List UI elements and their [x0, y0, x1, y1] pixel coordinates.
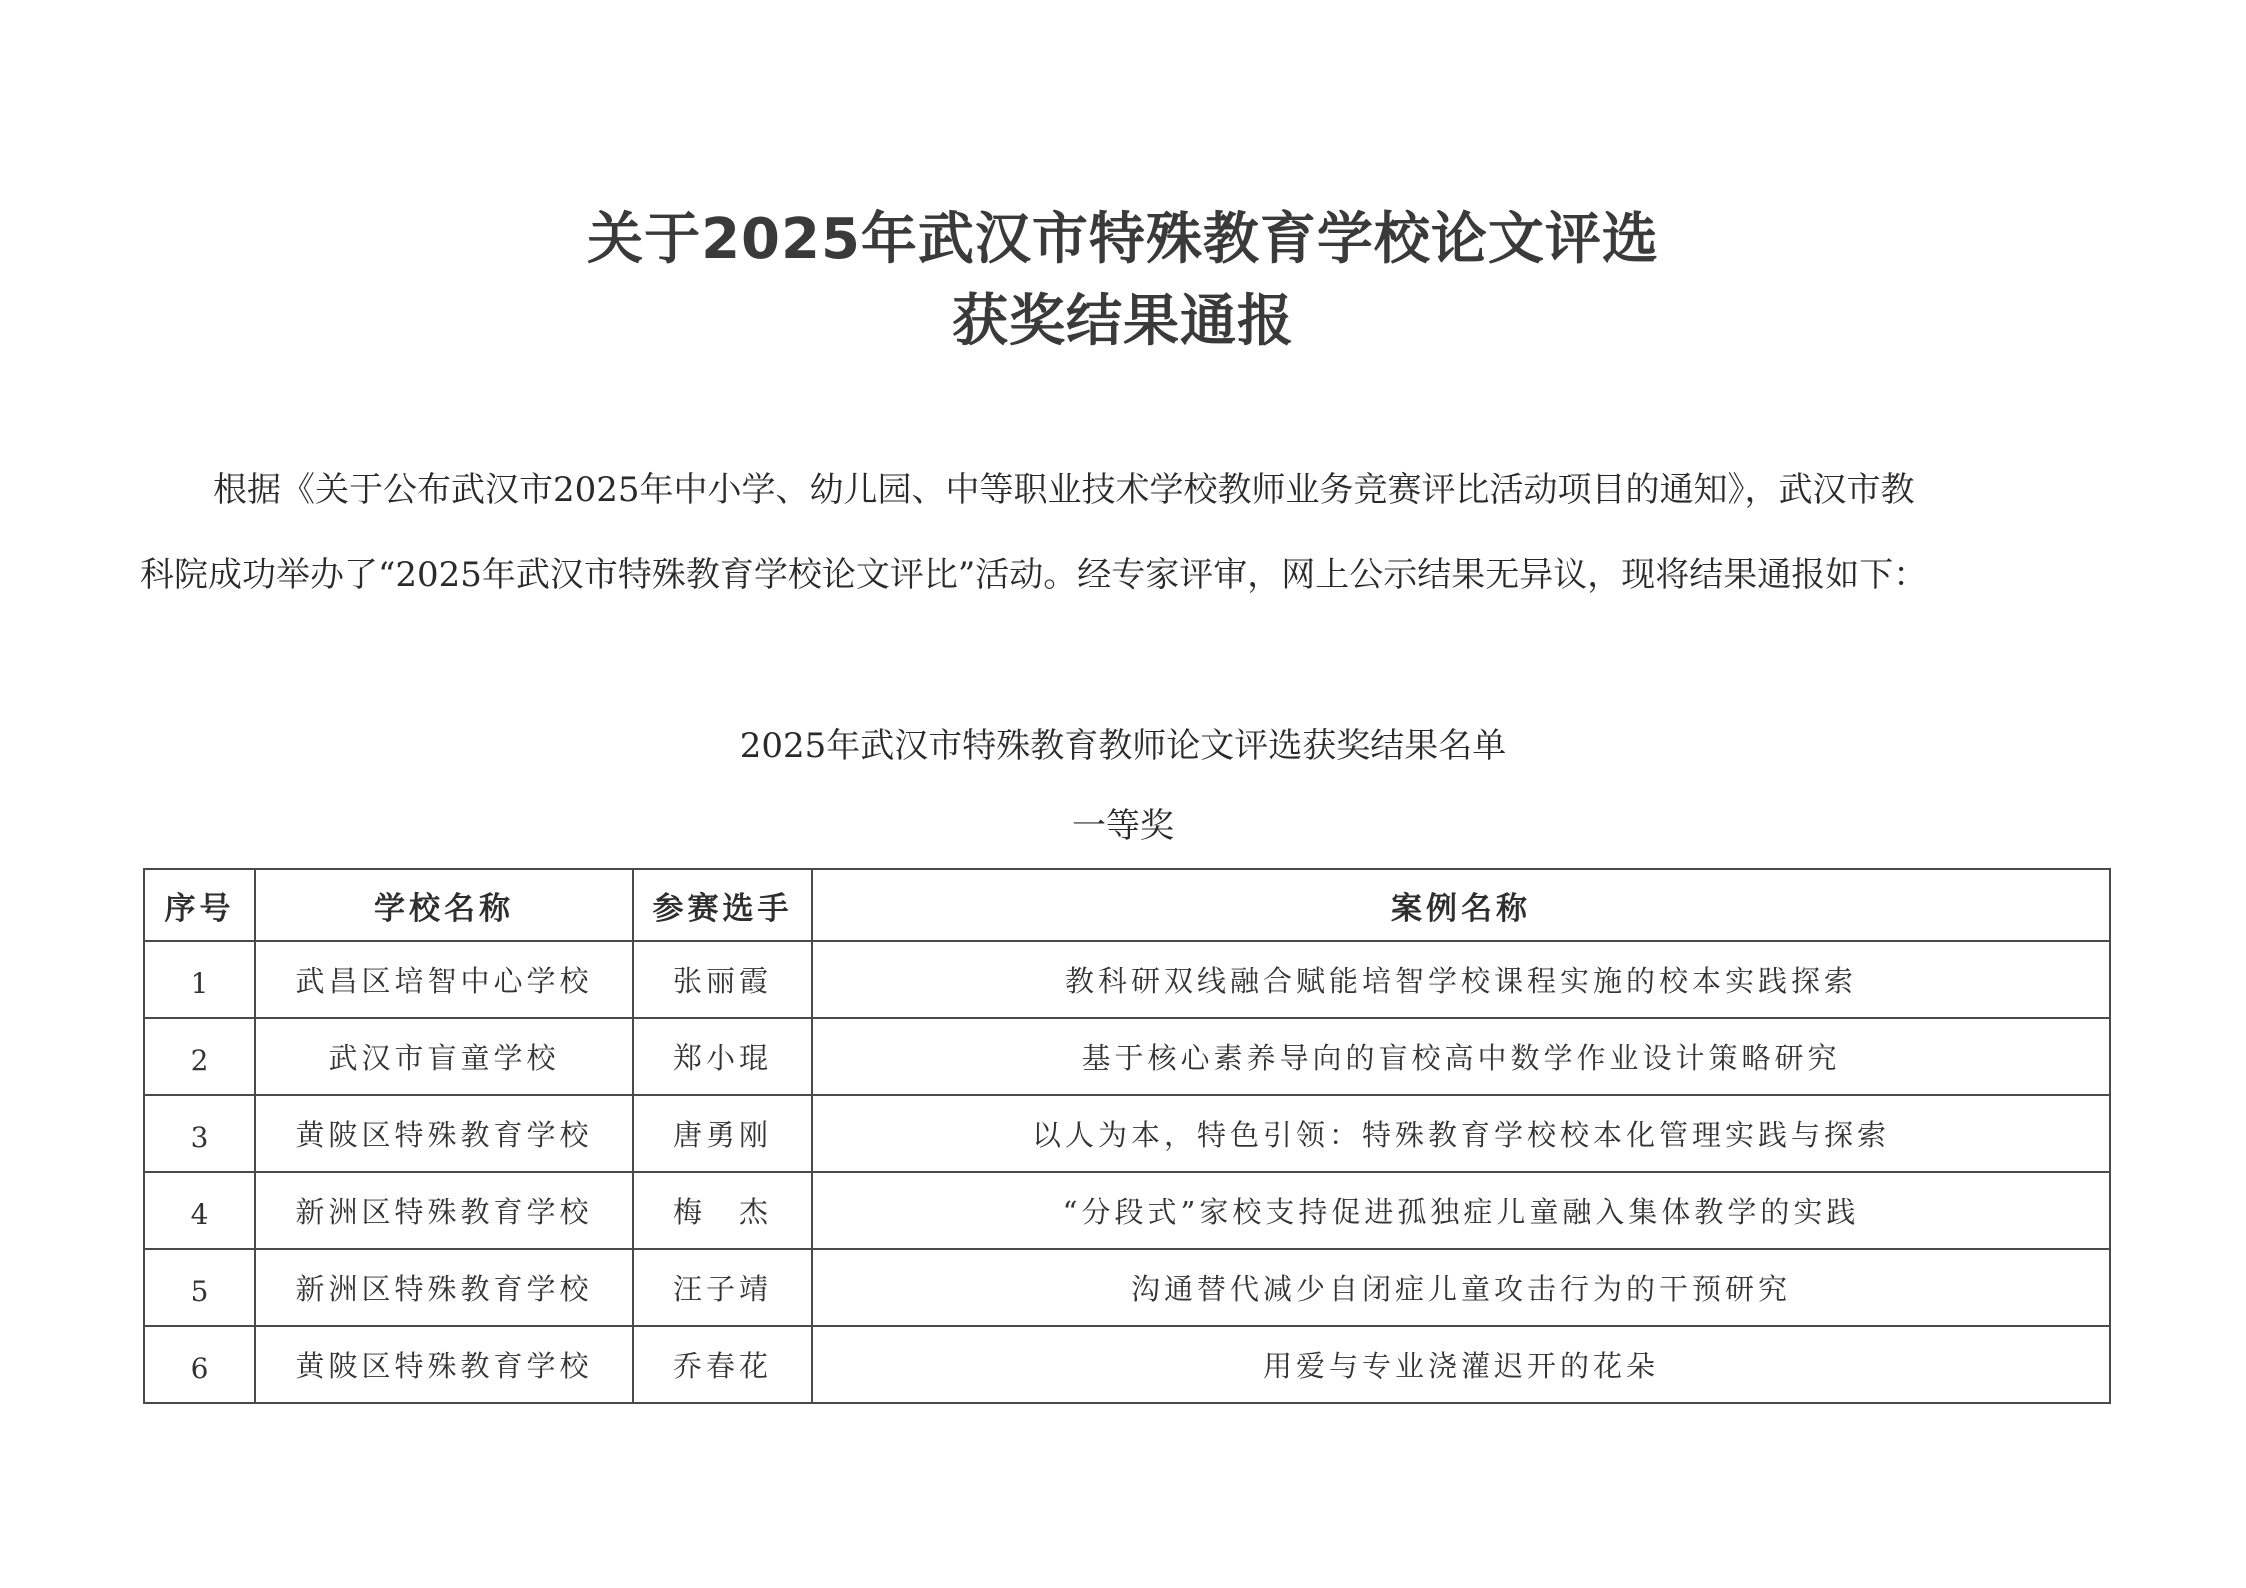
header-case-title: 案例名称	[812, 869, 2110, 941]
table-row	[144, 1249, 2110, 1326]
row-index: 2	[144, 1018, 255, 1095]
row-case-title: 教科研双线融合赋能培智学校课程实施的校本实践探索	[812, 941, 2110, 1018]
award-level-heading: 一等奖	[1072, 806, 1174, 846]
row-case-title: 沟通替代减少自闭症儿童攻击行为的干预研究	[812, 1249, 2110, 1326]
row-school: 新洲区特殊教育学校	[255, 1172, 633, 1249]
award-list-title: 2025年武汉市特殊教育教师论文评选获奖结果名单	[739, 726, 1507, 766]
intro-paragraph-line2: 科院成功举办了“2025年武汉市特殊教育学校论文评比”活动。经专家评审，网上公示结果无异议，现将结果通报如下：	[140, 555, 1928, 595]
row-participant: 乔春花	[633, 1326, 812, 1403]
row-index: 6	[144, 1326, 255, 1403]
header-participant: 参赛选手	[633, 869, 812, 941]
row-participant: 张丽霞	[633, 941, 812, 1018]
table-row	[144, 1326, 2110, 1403]
header-index: 序号	[144, 869, 255, 941]
row-index: 5	[144, 1249, 255, 1326]
row-school: 新洲区特殊教育学校	[255, 1249, 633, 1326]
table-row	[144, 941, 2110, 1018]
table-row	[144, 1095, 2110, 1172]
row-school: 黄陂区特殊教育学校	[255, 1095, 633, 1172]
table-header-row	[144, 869, 2110, 941]
intro-paragraph-line1: 根据《关于公布武汉市2025年中小学、幼儿园、中等职业技术学校教师业务竞赛评比活动项目的通知》，武汉市教	[213, 470, 1915, 510]
row-participant: 汪子靖	[633, 1249, 812, 1326]
row-index: 4	[144, 1172, 255, 1249]
row-school: 武昌区培智中心学校	[255, 941, 633, 1018]
document-title-line2: 获奖结果通报	[952, 289, 1294, 354]
row-participant: 唐勇刚	[633, 1095, 812, 1172]
table-row	[144, 1018, 2110, 1095]
row-case-title: 基于核心素养导向的盲校高中数学作业设计策略研究	[812, 1018, 2110, 1095]
row-participant: 郑小琨	[633, 1018, 812, 1095]
row-school: 武汉市盲童学校	[255, 1018, 633, 1095]
row-index: 1	[144, 941, 255, 1018]
table-row	[144, 1172, 2110, 1249]
row-case-title: “分段式”家校支持促进孤独症儿童融入集体教学的实践	[812, 1172, 2110, 1249]
row-participant: 梅 杰	[633, 1172, 812, 1249]
row-case-title: 以人为本，特色引领：特殊教育学校校本化管理实践与探索	[812, 1095, 2110, 1172]
document-title-line1: 关于2025年武汉市特殊教育学校论文评选	[587, 207, 1659, 272]
row-index: 3	[144, 1095, 255, 1172]
row-school: 黄陂区特殊教育学校	[255, 1326, 633, 1403]
row-case-title: 用爱与专业浇灌迟开的花朵	[812, 1326, 2110, 1403]
header-school: 学校名称	[255, 869, 633, 941]
award-table	[143, 868, 2111, 1404]
